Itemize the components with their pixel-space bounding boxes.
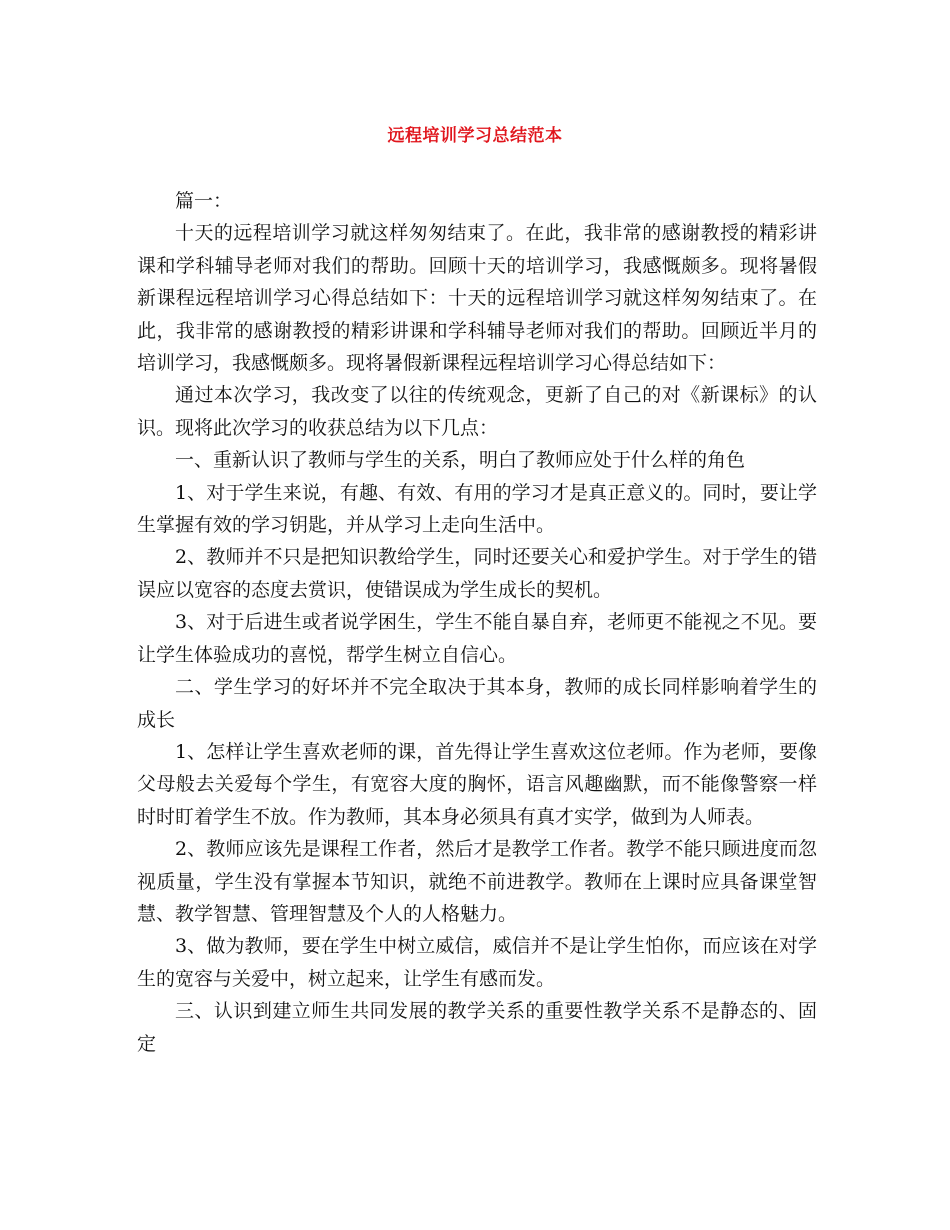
paragraph-point-1-2: 2、教师并不只是把知识教给学生，同时还要关心和爱护学生。对于学生的错误应以宽容的态度去赏识，使错误成为学生成长的契机。: [137, 546, 817, 601]
paragraph-summary: 通过本次学习，我改变了以往的传统观念，更新了自己的对《新课标》的认识。现将此次学习的收获总结为以下几点：: [137, 384, 817, 439]
paragraph-point-1-1: 1、对于学生来说，有趣、有效、有用的学习才是真正意义的。同时，要让学生掌握有效的学习钥匙，并从学习上走向生活中。: [137, 481, 817, 537]
heading-point-two: 二、学生学习的好坏并不完全取决于其本身，教师的成长同样影响着学生的成长: [137, 676, 817, 731]
heading-point-three: 三、认识到建立师生共同发展的教学关系的重要性教学关系不是静态的、固定: [137, 1000, 817, 1055]
paragraph-point-2-2: 2、教师应该先是课程工作者，然后才是教学工作者。教学不能只顾进度而忽视质量，学生没有掌握本节知识，就绝不前进教学。教师在上课时应具备课堂智慧、教学智慧、管理智慧及个人的人格魅力。: [137, 838, 817, 925]
heading-point-one: 一、重新认识了教师与学生的关系，明白了教师应处于什么样的角色: [175, 449, 746, 472]
paragraph-point-2-3: 3、做为教师，要在学生中树立威信，威信并不是让学生怕你，而应该在对学生的宽容与关爱中，树立起来，让学生有感而发。: [137, 935, 817, 990]
document-title: 远程培训学习总结范本: [387, 126, 563, 146]
paragraph-point-2-1: 1、怎样让学生喜欢老师的课，首先得让学生喜欢这位老师。作为老师，要像父母般去关爱每个学生，有宽容大度的胸怀，语言风趣幽默，而不能像警察一样时时盯着学生不放。作为教师，其本身必须具有真才实学，做到为人师表。: [137, 740, 817, 828]
document-body: [137, 185, 817, 1060]
paragraph-intro: 十天的远程培训学习就这样匆匆结束了。在此，我非常的感谢教授的精彩讲课和学科辅导老师对我们的帮助。回顾十天的培训学习，我感慨颇多。现将暑假新课程远程培训学习心得总结如下：十天的远程培训学习就这样匆匆结束了。在此，我非常的感谢教授的精彩讲课和学科辅导老师对我们的帮助。回顾近半月的培训学习，我感慨颇多。现将暑假新课程远程培训学习心得总结如下：: [137, 222, 817, 375]
paragraph-point-1-3: 3、对于后进生或者说学困生，学生不能自暴自弃，老师更不能视之不见。要让学生体验成功的喜悦，帮学生树立自信心。: [137, 611, 817, 666]
paragraph-section-label: 篇一：: [175, 190, 233, 212]
